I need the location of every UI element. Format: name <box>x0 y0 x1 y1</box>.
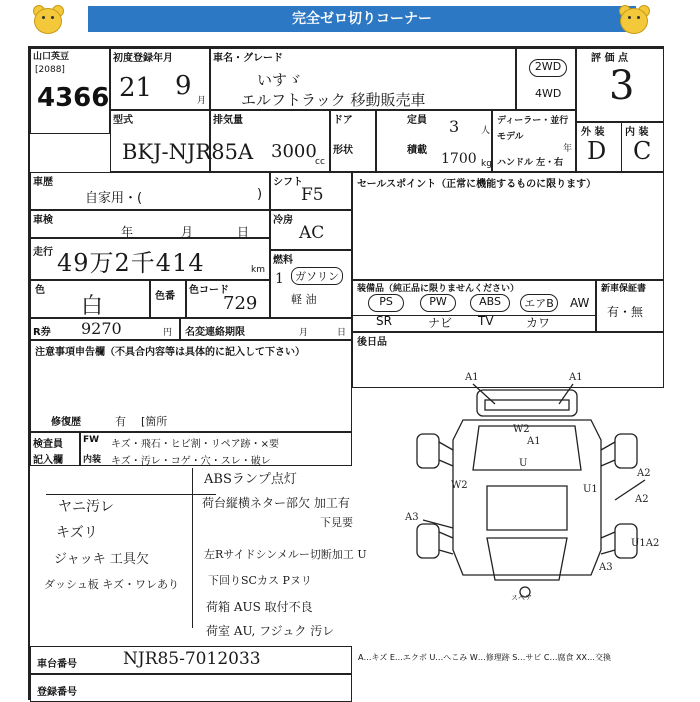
inspection-month: 月 <box>181 225 194 239</box>
registration-box <box>30 674 352 702</box>
registration-label: 登録番号 <box>37 687 77 698</box>
recycle-fee: 9270 <box>81 319 122 338</box>
interior-label: 内 装 <box>625 127 649 138</box>
remark-right-2: 荷台縦横ネター部欠 加工有 <box>202 496 350 510</box>
name-change-day: 日 <box>337 328 347 338</box>
type-label: 型式 <box>113 115 133 126</box>
ac: AC <box>299 223 325 243</box>
load-label: 積載 <box>407 145 427 156</box>
mark-4: A1 <box>527 436 541 447</box>
mark-5: U <box>519 458 528 469</box>
remark-right-1: ABSランプ点灯 <box>204 472 297 487</box>
fuel-gasoline: ガソリン <box>291 267 343 285</box>
km-unit: km <box>251 265 265 275</box>
equip-pw: PW <box>420 294 456 312</box>
drive-box <box>516 48 576 110</box>
mark-8: A2 <box>637 468 651 479</box>
repair-history-value: 有 <box>115 415 126 428</box>
drive-2wd: 2WD <box>529 59 567 77</box>
usage-close: ) <box>257 187 263 202</box>
ac-box <box>270 210 352 250</box>
remark-right-5: 下回りSCカス Pヌリ <box>208 574 312 587</box>
mark-2: A1 <box>569 372 583 383</box>
shift-box <box>270 172 352 210</box>
handle-label: ハンドル 左・右 <box>497 158 564 168</box>
inspector-box <box>30 432 80 466</box>
mark-6: W2 <box>451 480 468 491</box>
maker: いすゞ <box>257 71 303 89</box>
first-reg-box <box>110 48 210 110</box>
dealer-label: ディーラー・並行 <box>497 116 569 126</box>
fuel-box <box>270 250 352 318</box>
drive-4wd: 4WD <box>535 87 562 100</box>
mark-9: A3 <box>405 512 419 523</box>
year-unit: 年 <box>563 144 573 154</box>
color: 白 <box>81 294 104 319</box>
inspection-label: 車検 <box>33 215 53 226</box>
spare-mark: スペア <box>511 594 532 600</box>
model-type: BKJ-NJR85A <box>122 140 254 164</box>
ext-int-box <box>576 122 664 172</box>
fw-label: FW <box>83 435 100 445</box>
recycle-label: R券 <box>33 327 51 338</box>
capacity-label: 定員 <box>407 115 427 126</box>
remark-left-4: ダッシュ板 キズ・ワレあり <box>44 578 180 591</box>
cc-unit: cc <box>315 157 325 167</box>
warranty-label: 新車保証書 <box>601 284 647 294</box>
score-box <box>576 48 664 122</box>
usage-box <box>30 172 270 210</box>
remark-right-6: 荷箱 AUS 取付不良 <box>206 600 313 614</box>
equipment-label: 装備品（純正品に限りませんください） <box>357 284 520 294</box>
month-unit: 月 <box>197 96 207 106</box>
mark-3: W2 <box>513 424 530 435</box>
model: エルフトラック 移動販売車 <box>241 91 426 109</box>
chassis-label: 車台番号 <box>37 659 77 670</box>
remark-left-1: ヤニ汚レ <box>58 499 114 515</box>
notes-label: 注意事項申告欄（不具合内容等は具体的に記入して下さい） <box>35 347 305 358</box>
mark-11: U1A2 <box>631 538 660 549</box>
equip-abs: ABS <box>470 294 510 312</box>
name-change-month: 月 <box>299 328 309 338</box>
model-box <box>210 48 516 110</box>
mark-10: A2 <box>635 494 649 505</box>
venue-label: 山口英豆 <box>33 52 70 62</box>
mileage: 49万2千414 <box>57 249 205 277</box>
lot-box <box>30 48 110 134</box>
inspector-label: 検査員 <box>33 439 63 450</box>
sales-point-label: セールスポイント（正常に機能するものに限ります） <box>357 179 597 190</box>
interior-score: C <box>633 137 652 165</box>
code: [2088] <box>35 65 65 75</box>
banner-title: 完全ゼロ切りコーナー <box>88 6 636 32</box>
person-unit: 人 <box>481 126 491 136</box>
shift-label: シフト <box>273 177 303 188</box>
score-label: 評 価 点 <box>591 53 628 64</box>
fw-items: キズ・飛石・ヒビ割・リペア跡・×要 <box>111 439 279 450</box>
equip-tv: TV <box>478 314 494 328</box>
notes-box <box>30 340 352 432</box>
mileage-box <box>30 238 270 280</box>
equip-navi: ナビ <box>428 316 453 330</box>
interior-check-label: 内装 <box>83 455 102 465</box>
equip-sr: SR <box>376 314 392 328</box>
remark-right-7: 荷室 AU, フジュク 汚レ <box>206 624 335 638</box>
warranty-value: 有・無 <box>607 305 644 319</box>
mileage-label: 走行 <box>33 247 53 258</box>
shape-label: 形状 <box>333 145 353 156</box>
vehicle-damage-diagram <box>395 370 665 600</box>
repair-history-label: 修復歴 <box>51 417 81 428</box>
model-year-label: モデル <box>497 132 524 142</box>
mascot-right-icon <box>616 4 650 34</box>
doors-label: ドア <box>333 115 353 126</box>
inspection-day: 日 <box>237 225 250 239</box>
color-code-box <box>186 280 270 318</box>
remark-left-2: キズリ <box>56 525 98 541</box>
remark-right-3: 下見要 <box>320 516 353 529</box>
sales-point-box <box>352 172 664 280</box>
remark-right-4: 左Rサイドシンメルー切断加工 U <box>204 548 367 561</box>
equip-leather: カワ <box>526 316 551 330</box>
warranty-box <box>596 280 664 332</box>
fuel-diesel: 軽 油 <box>291 293 317 306</box>
color-no-box <box>150 280 186 318</box>
load: 1700 <box>441 151 477 167</box>
fw-interior-box <box>80 432 352 466</box>
later-items-label: 後日品 <box>357 337 387 348</box>
usage: 自家用・( <box>85 191 143 206</box>
ac-label: 冷房 <box>273 215 293 226</box>
exterior-label: 外 装 <box>581 127 605 138</box>
color-box <box>30 280 150 318</box>
score: 3 <box>609 63 635 109</box>
mark-7: U1 <box>583 484 598 495</box>
chassis-number: NJR85-7012033 <box>123 649 261 669</box>
inspection-year: 年 <box>121 225 134 239</box>
color-code: 729 <box>223 293 258 314</box>
repair-history-place: [箇所 <box>141 415 168 428</box>
displacement-box <box>210 110 330 172</box>
entry-label: 記入欄 <box>33 455 63 466</box>
interior-items: キズ・汚レ・コゲ・穴・スレ・破レ <box>111 456 271 467</box>
mark-12: A3 <box>599 562 613 573</box>
dealer-box <box>492 110 576 172</box>
exterior-score: D <box>587 137 607 165</box>
lot-number: 4366 <box>37 83 110 113</box>
name-change-label: 名変連絡期限 <box>185 327 245 338</box>
usage-label: 車歴 <box>33 177 53 188</box>
equip-aw: AW <box>570 296 590 310</box>
fuel-no: 1 <box>275 271 284 287</box>
fuel-label: 燃料 <box>273 255 293 266</box>
mark-1: A1 <box>465 372 479 383</box>
shift: F5 <box>301 185 324 205</box>
mascot-left-icon <box>30 4 64 34</box>
remark-left-3: ジャッキ 工具欠 <box>54 552 149 567</box>
capacity: 3 <box>449 117 460 136</box>
first-reg-month: 9 <box>175 71 192 101</box>
first-reg-label: 初度登録年月 <box>113 53 173 64</box>
displacement: 3000 <box>271 141 317 162</box>
first-reg-year: 21 <box>119 73 153 103</box>
chassis-box <box>30 646 352 674</box>
name-change-box <box>180 318 352 340</box>
doors-box <box>330 110 376 172</box>
damage-legend: A…キズ E…エクボ U…へこみ W…修理跡 S…サビ C…腐食 XX…交換 <box>358 653 612 662</box>
color-no-label: 色番 <box>155 291 175 302</box>
color-label: 色 <box>35 285 45 296</box>
color-code-label: 色コード <box>189 285 229 296</box>
recycle-box <box>30 318 180 340</box>
maker-label: 車名・グレード <box>213 53 283 64</box>
capacity-box <box>376 110 492 172</box>
inspection-box <box>30 210 270 238</box>
equip-ps: PS <box>368 294 404 312</box>
kg-unit: kg <box>481 159 492 169</box>
displacement-label: 排気量 <box>213 115 243 126</box>
yen-unit: 円 <box>163 328 173 338</box>
equip-airbag: エアB <box>520 294 558 312</box>
